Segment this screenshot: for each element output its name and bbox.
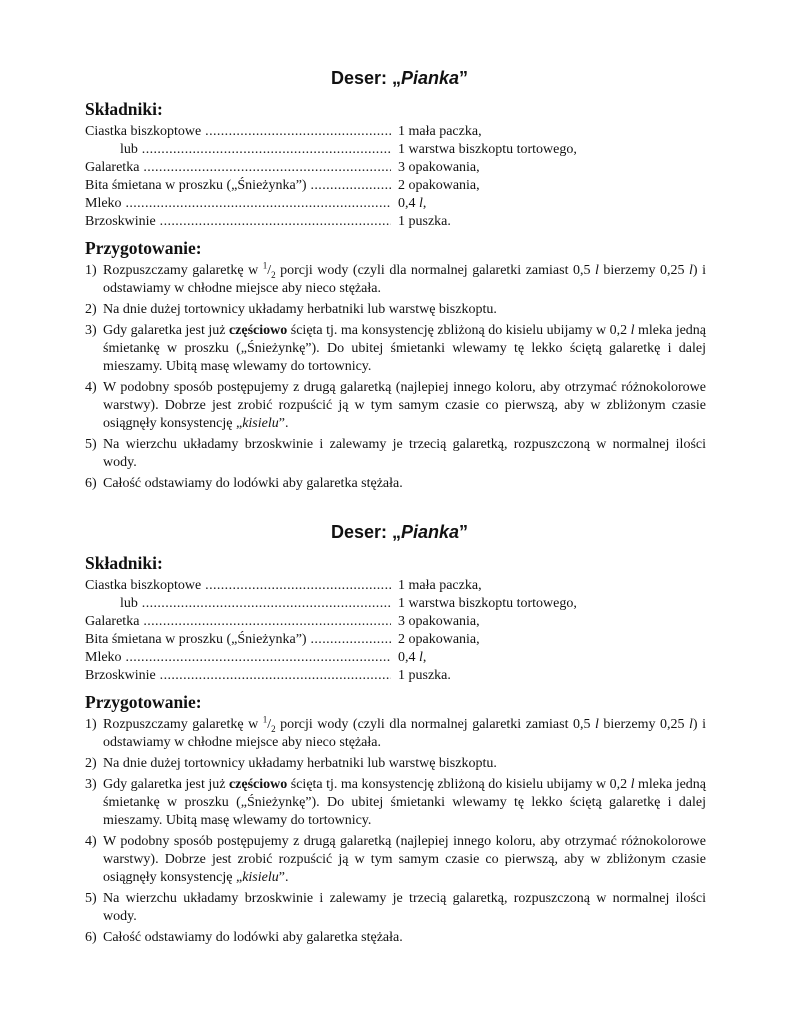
ingredient-name: lub .....: [85, 141, 391, 159]
ingredient-name: Mleko .....: [85, 195, 391, 213]
ingredient-amount: 0,4 l,: [398, 650, 427, 665]
ingredient-row: [85, 649, 706, 667]
preparation-heading: Przygotowanie:: [85, 692, 202, 712]
ingredient-amount: 0,4 l,: [398, 196, 427, 211]
ingredient-row: [85, 577, 706, 595]
ingredient-row: [85, 613, 706, 631]
step-number: 4): [85, 834, 97, 849]
ingredient-row: [85, 667, 706, 685]
ingredient-row: [85, 141, 706, 159]
step-item: 3) Gdy galaretka jest już częściowo ścięta tj. ma konsystencję zbliżoną do kisielu ubijamy w 0,2 l mleka jedną śmietankę w proszku („Śnieżynkę”). Do ubitej śmietanki wlewamy tę lekko ściętą galaretkę i dalej mieszamy. Ubitą masę wlewamy do tortownicy.: [85, 323, 707, 374]
step-item: 5) Na wierzchu układamy brzoskwinie i zalewamy je trzecią galaretką, rozpuszczoną w normalnej ilości wody.: [85, 891, 706, 924]
recipe-1: [85, 66, 706, 496]
step-number: 3): [85, 323, 97, 338]
ingredient-row: [85, 159, 706, 177]
step-number: 5): [85, 891, 97, 906]
step-number: 1): [85, 717, 97, 732]
ingredient-name: lub .....: [85, 595, 391, 613]
step-item: 1) Rozpuszczamy galaretkę w $^1/_2$ porcji wody (czyli dla normalnej galaretki zamiast 0,5 l bierzemy 0,25 l) i odstawiamy w chłodne miejsce aby nieco stężała.: [85, 260, 706, 296]
step-item: 3) Gdy galaretka jest już częściowo ścięta tj. ma konsystencję zbliżoną do kisielu ubijamy w 0,2 l mleka jedną śmietankę w proszku („Śnieżynkę”). Do ubitej śmietanki wlewamy tę lekko ściętą galaretkę i dalej mieszamy. Ubitą masę wlewamy do tortownicy.: [85, 777, 707, 828]
step-number: 5): [85, 437, 97, 452]
step-number: 6): [85, 930, 97, 945]
step-item: 1) Rozpuszczamy galaretkę w $^1/_2$ porcji wody (czyli dla normalnej galaretki zamiast 0,5 l bierzemy 0,25 l) i odstawiamy w chłodne miejsce aby nieco stężała.: [85, 714, 706, 750]
ingredients-list: [85, 577, 706, 685]
recipe-title: Deser: „Pianka”: [330, 68, 469, 88]
steps-list: [85, 716, 706, 947]
ingredient-row: [85, 177, 706, 195]
ingredient-amount: 3 opakowania,: [398, 614, 480, 629]
step-item: 6) Całość odstawiamy do lodówki aby galaretka stężała.: [85, 476, 403, 491]
ingredient-amount: 2 opakowania,: [398, 178, 480, 193]
ingredient-name: Bita śmietana w proszku („Śnieżynka”) .....: [85, 177, 391, 195]
ingredient-amount: 2 opakowania,: [398, 632, 480, 647]
step-item: 5) Na wierzchu układamy brzoskwinie i zalewamy je trzecią galaretką, rozpuszczoną w normalnej ilości wody.: [85, 437, 706, 470]
recipe-name: Pianka: [400, 68, 460, 88]
ingredient-amount: 3 opakowania,: [398, 160, 480, 175]
ingredients-heading: Składniki:: [85, 99, 163, 119]
ingredient-row: [85, 595, 706, 613]
ingredient-name: Brzoskwinie .....: [85, 667, 391, 685]
ingredient-name: Ciastka biszkoptowe .....: [85, 123, 391, 141]
ingredient-amount: 1 mała paczka,: [398, 124, 482, 139]
ingredients-list: [85, 123, 706, 231]
ingredient-name: Mleko .....: [85, 649, 391, 667]
recipe-2: [85, 520, 706, 950]
step-item: 2) Na dnie dużej tortownicy układamy herbatniki lub warstwę biszkoptu.: [85, 302, 497, 317]
ingredient-row: [85, 213, 706, 231]
steps-list: [85, 262, 706, 493]
ingredient-row: [85, 195, 706, 213]
ingredient-name: Ciastka biszkoptowe .....: [85, 577, 391, 595]
step-item: 4) W podobny sposób postępujemy z drugą galaretką (najlepiej innego koloru, aby otrzymać różnokolorowe warstwy). Dobrze jest zrobić rozpuścić ją w tym samym czasie co pierwszą, aby w zbliżonym czasie osiągnęły konsystencję „kisielu”.: [85, 834, 706, 885]
preparation-heading: Przygotowanie:: [85, 238, 202, 258]
recipe-title: Deser: „Pianka”: [330, 522, 469, 542]
ingredient-row: [85, 631, 706, 649]
step-number: 2): [85, 302, 97, 317]
step-item: 2) Na dnie dużej tortownicy układamy herbatniki lub warstwę biszkoptu.: [85, 756, 497, 771]
step-number: 3): [85, 777, 97, 792]
step-number: 2): [85, 756, 97, 771]
ingredient-amount: 1 puszka.: [398, 214, 451, 229]
step-number: 6): [85, 476, 97, 491]
ingredient-amount: 1 mała paczka,: [398, 578, 482, 593]
step-number: 1): [85, 263, 97, 278]
ingredient-row: [85, 123, 706, 141]
ingredient-name: Brzoskwinie .....: [85, 213, 391, 231]
ingredient-amount: 1 warstwa biszkoptu tortowego,: [398, 596, 577, 611]
ingredient-name: Galaretka .....: [85, 159, 391, 177]
ingredient-amount: 1 puszka.: [398, 668, 451, 683]
ingredient-name: Galaretka .....: [85, 613, 391, 631]
ingredients-heading: Składniki:: [85, 553, 163, 573]
recipe-name: Pianka: [400, 522, 460, 542]
step-item: 6) Całość odstawiamy do lodówki aby galaretka stężała.: [85, 930, 403, 945]
step-item: 4) W podobny sposób postępujemy z drugą galaretką (najlepiej innego koloru, aby otrzymać różnokolorowe warstwy). Dobrze jest zrobić rozpuścić ją w tym samym czasie co pierwszą, aby w zbliżonym czasie osiągnęły konsystencję „kisielu”.: [85, 380, 706, 431]
ingredient-amount: 1 warstwa biszkoptu tortowego,: [398, 142, 577, 157]
step-number: 4): [85, 380, 97, 395]
ingredient-name: Bita śmietana w proszku („Śnieżynka”) .....: [85, 631, 391, 649]
